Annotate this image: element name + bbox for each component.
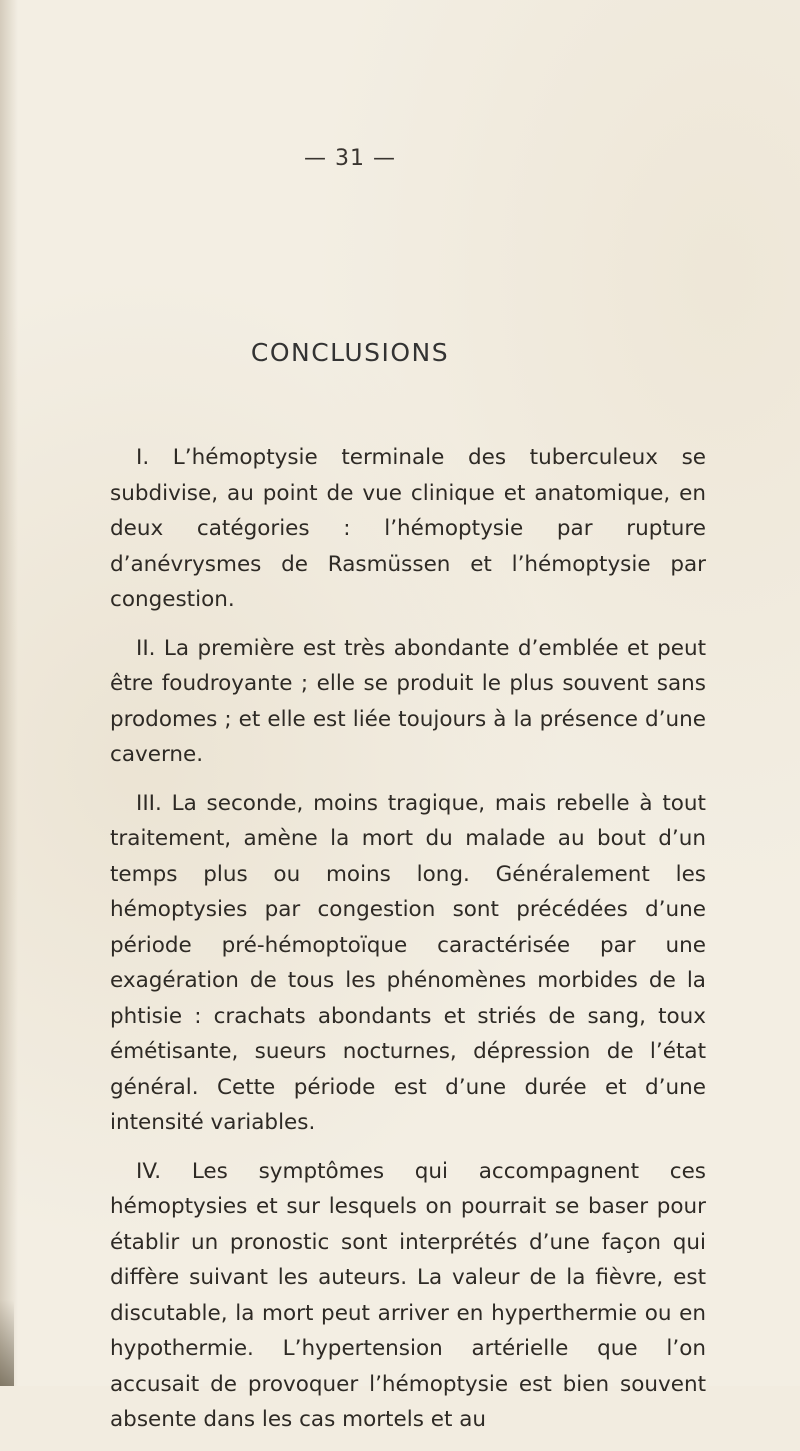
page-binding-shadow: [0, 1300, 14, 1386]
body-text: [110, 440, 706, 1451]
page-edge-shadow: [0, 0, 18, 1386]
page-number: — 31 —: [304, 146, 396, 171]
paragraph-2: II. La première est très abondante d’emblée et peut être foudroyante ; elle se produit le plus souvent sans prodomes ; et elle est liée toujours à la présence d’une caverne.: [110, 635, 706, 767]
paragraph-1: I. L’hémoptysie terminale des tuberculeux se subdivise, au point de vue clinique et anatomique, en deux catégories : l’hémoptysie par rupture d’anévrysmes de Rasmüssen et l’hémoptysie par congestion.: [110, 445, 706, 612]
paragraph-4: IV. Les symptômes qui accompagnent ces hémoptysies et sur lesquels on pourrait se baser pour établir un pronostic sont interprétés d’une façon qui diffère suivant les auteurs. La valeur de la fièvre, est discutable, la mort peut arriver en hyperthermie ou en hypothermie. L’hypertension artérielle que l’on accusait de provoquer l’hémoptysie est bien souvent absente dans les cas mortels et au: [110, 1158, 706, 1432]
paragraph-3: III. La seconde, moins tragique, mais rebelle à tout traitement, amène la mort du malade au bout d’un temps plus ou moins long. Généralement les hémoptysies par congestion sont précédées d’une période pré-hémoptoïque caractérisée par une exagération de tous les phénomènes morbides de la phtisie : crachats abondants et striés de sang, toux émétisante, sueurs nocturnes, dépression de l’état général. Cette période est d’une durée et d’une intensité variables.: [110, 790, 706, 1135]
section-heading: CONCLUSIONS: [250, 338, 450, 367]
